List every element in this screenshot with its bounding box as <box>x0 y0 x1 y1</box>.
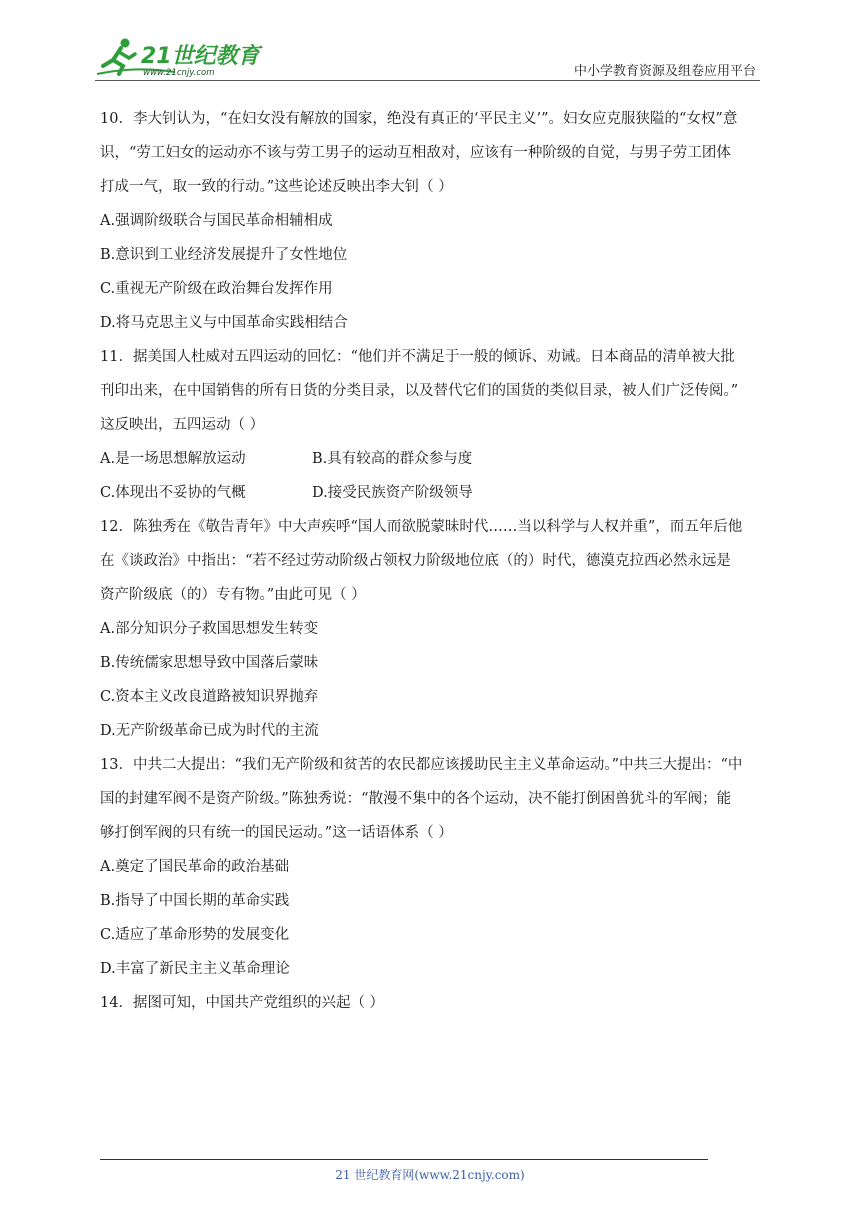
question-block <box>100 986 772 1020</box>
svg-text:21世纪教育: 21世纪教育 <box>141 44 260 69</box>
question-stem-line: 12．陈独秀在《敬告青年》中大声疾呼“国人而欲脱蒙昧时代……当以科学与人权并重”，而五年后他 <box>100 519 743 535</box>
question-stem-line: 11．据美国人杜威对五四运动的回忆：“他们并不满足于一般的倾诉、劝诫。日本商品的清单被大批 <box>100 349 735 365</box>
question-stem-line: 打成一气，取一致的行动。”这些论述反映出李大钊（ ） <box>100 179 453 195</box>
answer-option[interactable]: C.重视无产阶级在政治舞台发挥作用 <box>100 281 333 297</box>
page-header <box>95 36 760 80</box>
answer-option[interactable]: B.意识到工业经济发展提升了女性地位 <box>100 247 348 263</box>
answer-option[interactable]: D.将马克思主义与中国革命实践相结合 <box>100 315 348 331</box>
question-stem-line: 刊印出来，在中国销售的所有日货的分类目录，以及替代它们的国货的类似目录，被人们广泛传阅。” <box>100 383 739 399</box>
question-stem-line: 资产阶级底（的）专有物。”由此可见（ ） <box>100 587 366 603</box>
answer-option[interactable]: A.部分知识分子救国思想发生转变 <box>100 621 319 637</box>
answer-option[interactable]: B.具有较高的群众参与度 <box>312 451 473 467</box>
answer-option[interactable]: D.丰富了新民主主义革命理论 <box>100 961 290 977</box>
option-row <box>100 476 772 510</box>
runner-logo-icon <box>95 36 270 78</box>
answer-option[interactable]: D.接受民族资产阶级领导 <box>312 485 473 501</box>
answer-option[interactable]: B.传统儒家思想导致中国落后蒙昧 <box>100 655 319 671</box>
platform-name: 中小学教育资源及组卷应用平台 <box>573 64 756 79</box>
svg-text:www.21cnjy.com: www.21cnjy.com <box>143 68 215 78</box>
question-stem-line: 够打倒军阀的只有统一的国民运动。”这一话语体系（ ） <box>100 825 453 841</box>
question-stem-line: 14．据图可知，中国共产党组织的兴起（ ） <box>100 995 385 1011</box>
question-stem-line: 国的封建军阀不是资产阶级。”陈独秀说：“散漫不集中的各个运动，决不能打倒困兽犹斗的军阀；能 <box>100 791 732 807</box>
question-block <box>100 510 772 748</box>
question-stem-line: 这反映出，五四运动（ ） <box>100 417 265 433</box>
question-list <box>100 102 772 1020</box>
question-stem-line: 在《谈政治》中指出：“若不经过劳动阶级占领权力阶级地位底（的）时代，德漠克拉西必然永远是 <box>100 553 731 569</box>
question-block <box>100 748 772 986</box>
answer-option[interactable]: B.指导了中国长期的革命实践 <box>100 893 290 909</box>
question-block <box>100 102 772 340</box>
answer-option[interactable]: A.强调阶级联合与国民革命相辅相成 <box>100 213 333 229</box>
question-stem-line: 10．李大钊认为，“在妇女没有解放的国家，绝没有真正的‘平民主义’”。妇女应克服狭隘的“女权”意 <box>100 111 738 127</box>
question-stem-line: 13．中共二大提出：“我们无产阶级和贫苦的农民都应该援助民主主义革命运动。”中共三大提出：“中 <box>100 757 743 773</box>
question-stem-line: 识，“劳工妇女的运动亦不该与劳工男子的运动互相敌对，应该有一种阶级的自觉，与男子劳工团体 <box>100 145 731 161</box>
header-divider <box>95 80 760 81</box>
option-row <box>100 442 772 476</box>
answer-option[interactable]: C.适应了革命形势的发展变化 <box>100 927 290 943</box>
question-block <box>100 340 772 510</box>
answer-option[interactable]: D.无产阶级革命已成为时代的主流 <box>100 723 319 739</box>
footer-link[interactable]: 21 世纪教育网(www.21cnjy.com) <box>335 1168 525 1182</box>
answer-option[interactable]: C.资本主义改良道路被知识界抛弃 <box>100 689 319 705</box>
site-logo[interactable] <box>95 36 270 78</box>
answer-option[interactable]: C.体现出不妥协的气概 <box>100 485 246 501</box>
footer-divider <box>100 1159 708 1160</box>
answer-option[interactable]: A.奠定了国民革命的政治基础 <box>100 859 290 875</box>
answer-option[interactable]: A.是一场思想解放运动 <box>100 451 246 467</box>
